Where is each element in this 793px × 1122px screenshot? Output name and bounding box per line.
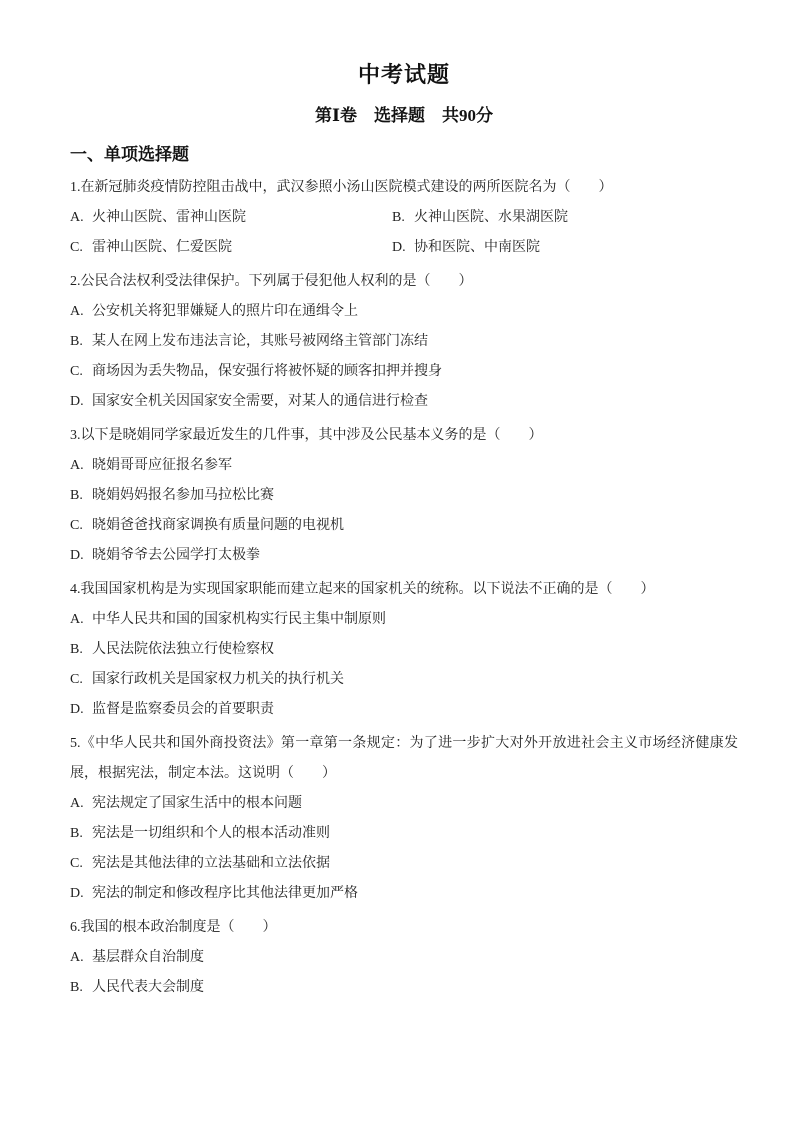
question: [70, 575, 738, 725]
option-text: 协和医院、中南医院: [414, 240, 540, 255]
option-letter: C.: [70, 518, 83, 533]
question-options: [70, 451, 738, 571]
option-letter: B.: [70, 980, 83, 995]
question-stem: 1.在新冠肺炎疫情防控阻击战中，武汉参照小汤山医院模式建设的两所医院名为（ ）: [70, 180, 613, 195]
doc-subtitle: 第Ⅰ卷 选择题 共90分: [315, 106, 493, 125]
answer-option: [392, 203, 738, 233]
option-text: 晓娟妈妈报名参加马拉松比赛: [92, 488, 274, 503]
option-text: 监督是监察委员会的首要职责: [92, 702, 274, 717]
question-stem: 3.以下是晓娟同学家最近发生的几件事，其中涉及公民基本义务的是（ ）: [70, 428, 543, 443]
question: [70, 421, 738, 571]
option-letter: D.: [70, 886, 84, 901]
option-text: 晓娟爸爸找商家调换有质量问题的电视机: [92, 518, 344, 533]
option-text: 中华人民共和国的国家机构实行民主集中制原则: [92, 612, 386, 627]
question-options: [70, 943, 738, 1003]
option-text: 火神山医院、雷神山医院: [92, 210, 246, 225]
question-options: [70, 297, 738, 417]
option-text: 某人在网上发布违法言论，其账号被网络主管部门冻结: [92, 334, 428, 349]
question: [70, 267, 738, 417]
question-options: [70, 789, 738, 909]
answer-option: [70, 297, 738, 327]
option-text: 基层群众自治制度: [92, 950, 204, 965]
option-letter: A.: [70, 304, 84, 319]
option-text: 人民法院依法独立行使检察权: [92, 642, 274, 657]
question: [70, 913, 738, 1003]
answer-option: [70, 451, 738, 481]
answer-option: [70, 943, 738, 973]
section-heading: 一、单项选择题: [70, 145, 189, 164]
option-text: 宪法是其他法律的立法基础和立法依据: [92, 856, 330, 871]
answer-option: [70, 605, 738, 635]
answer-option: [70, 819, 738, 849]
option-letter: A.: [70, 950, 84, 965]
option-text: 商场因为丢失物品，保安强行将被怀疑的顾客扣押并搜身: [92, 364, 442, 379]
option-letter: A.: [70, 796, 84, 811]
option-text: 国家行政机关是国家权力机关的执行机关: [92, 672, 344, 687]
option-text: 公安机关将犯罪嫌疑人的照片印在通缉令上: [92, 304, 358, 319]
question-options: [70, 605, 738, 725]
option-letter: B.: [70, 334, 83, 349]
answer-option: [70, 327, 738, 357]
option-letter: D.: [70, 702, 84, 717]
answer-option: [392, 233, 738, 263]
option-letter: C.: [70, 364, 83, 379]
question-stem: 4.我国国家机构是为实现国家职能而建立起来的国家机关的统称。以下说法不正确的是（ ）: [70, 582, 655, 597]
doc-title: 中考试题: [357, 62, 450, 87]
answer-option: [70, 879, 738, 909]
answer-option: [70, 511, 738, 541]
answer-option: [70, 789, 738, 819]
question: [70, 729, 738, 909]
option-letter: B.: [70, 642, 83, 657]
option-text: 雷神山医院、仁爱医院: [92, 240, 232, 255]
answer-option: [70, 695, 738, 725]
option-letter: A.: [70, 210, 84, 225]
answer-option: [70, 481, 738, 511]
option-letter: B.: [392, 210, 405, 225]
question-stem: 5.《中华人民共和国外商投资法》第一章第一条规定：为了进一步扩大对外开放进社会主义市场经济健康发展，根据宪法，制定本法。这说明（ ）: [70, 736, 738, 781]
question: [70, 173, 738, 263]
answer-option: [70, 233, 392, 263]
option-text: 晓娟爷爷去公园学打太极拳: [92, 548, 260, 563]
question-stem: 2.公民合法权利受法律保护。下列属于侵犯他人权利的是（ ）: [70, 274, 473, 289]
answer-option: [70, 635, 738, 665]
option-letter: D.: [70, 394, 84, 409]
answer-option: [70, 357, 738, 387]
option-letter: A.: [70, 612, 84, 627]
option-text: 宪法是一切组织和个人的根本活动准则: [92, 826, 330, 841]
question-stem: 6.我国的根本政治制度是（ ）: [70, 920, 277, 935]
questions-list: [70, 173, 738, 1003]
option-text: 晓娟哥哥应征报名参军: [92, 458, 232, 473]
option-letter: D.: [392, 240, 406, 255]
option-text: 人民代表大会制度: [92, 980, 204, 995]
option-letter: A.: [70, 458, 84, 473]
option-text: 宪法规定了国家生活中的根本问题: [92, 796, 302, 811]
answer-option: [70, 665, 738, 695]
answer-option: [70, 541, 738, 571]
question-options: [70, 203, 738, 263]
option-letter: B.: [70, 826, 83, 841]
option-letter: C.: [70, 240, 83, 255]
option-letter: C.: [70, 856, 83, 871]
option-letter: D.: [70, 548, 84, 563]
option-letter: C.: [70, 672, 83, 687]
option-text: 宪法的制定和修改程序比其他法律更加严格: [92, 886, 358, 901]
option-letter: B.: [70, 488, 83, 503]
answer-option: [70, 849, 738, 879]
answer-option: [70, 387, 738, 417]
option-text: 国家安全机关因国家安全需要，对某人的通信进行检查: [92, 394, 428, 409]
answer-option: [70, 973, 738, 1003]
option-text: 火神山医院、水果湖医院: [414, 210, 568, 225]
answer-option: [70, 203, 392, 233]
